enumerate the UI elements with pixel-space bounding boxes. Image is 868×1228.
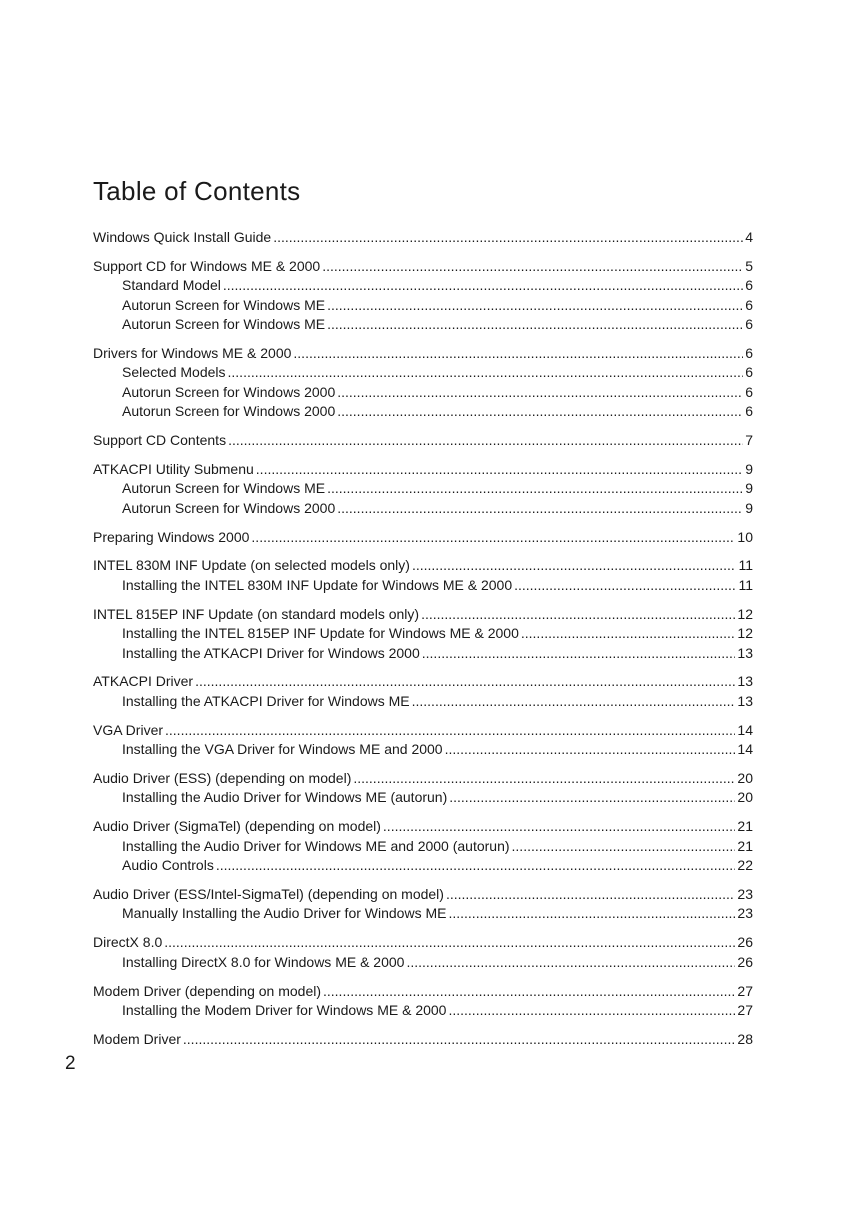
toc-entry[interactable] xyxy=(93,460,753,479)
toc-subentry[interactable] xyxy=(93,904,753,923)
toc-entry-title: Support CD for Windows ME & 2000 xyxy=(93,257,321,274)
toc-entry-title: Installing the ATKACPI Driver for Windows 2000 xyxy=(122,644,420,661)
toc-entry-title: DirectX 8.0 xyxy=(93,934,163,951)
toc-entry-title: ATKACPI Driver xyxy=(93,673,194,690)
dot-leader xyxy=(323,982,735,1001)
toc-entry[interactable] xyxy=(93,769,753,788)
toc-entry-title: Autorun Screen for Windows 2000 xyxy=(122,403,336,420)
toc-entry[interactable] xyxy=(93,257,753,276)
toc-page-number: 6 xyxy=(745,316,753,333)
toc-entry-title: Selected Models xyxy=(122,364,226,381)
toc-section xyxy=(93,528,753,547)
toc-entry-title: Preparing Windows 2000 xyxy=(93,528,250,545)
page-title: Table of Contents xyxy=(93,176,301,206)
toc-section xyxy=(93,460,753,518)
toc-page-number: 7 xyxy=(745,432,753,449)
toc-subentry[interactable] xyxy=(93,692,753,711)
dot-leader xyxy=(412,692,736,711)
dot-leader xyxy=(164,933,735,952)
toc-page-number: 21 xyxy=(737,818,753,835)
toc-page-number: 5 xyxy=(745,257,753,274)
toc-page-number: 11 xyxy=(738,557,753,574)
dot-leader xyxy=(421,605,735,624)
toc-entry-title: ATKACPI Utility Submenu xyxy=(93,460,254,477)
dot-leader xyxy=(256,460,743,479)
toc-page-number: 23 xyxy=(737,905,753,922)
toc-subentry[interactable] xyxy=(93,479,753,498)
dot-leader xyxy=(228,363,744,382)
dot-leader xyxy=(446,885,735,904)
dot-leader xyxy=(273,228,743,247)
toc-page-number: 6 xyxy=(745,403,753,420)
toc-entry-title: INTEL 815EP INF Update (on standard models only) xyxy=(93,605,420,622)
dot-leader xyxy=(406,953,735,972)
toc-entry-title: Support CD Contents xyxy=(93,432,227,449)
toc-page-number: 14 xyxy=(737,741,753,758)
toc-subentry[interactable] xyxy=(93,856,753,875)
toc-section xyxy=(93,257,753,335)
toc-entry-title: Audio Driver (ESS/Intel-SigmaTel) (depending on model) xyxy=(93,885,444,902)
toc-entry-title: Installing the INTEL 830M INF Update for Windows ME & 2000 xyxy=(122,576,513,593)
toc-page-number: 27 xyxy=(737,1001,753,1018)
toc-page-number: 9 xyxy=(745,460,753,477)
toc-section xyxy=(93,344,753,422)
toc-entry[interactable] xyxy=(93,228,753,247)
toc-entry-title: Audio Driver (SigmaTel) (depending on model) xyxy=(93,818,381,835)
dot-leader xyxy=(448,904,735,923)
dot-leader xyxy=(521,624,736,643)
dot-leader xyxy=(322,257,743,276)
toc-entry-title: Installing the ATKACPI Driver for Windows ME xyxy=(122,692,410,709)
dot-leader xyxy=(422,644,736,663)
toc-entry[interactable] xyxy=(93,817,753,836)
toc-entry[interactable] xyxy=(93,982,753,1001)
toc-section xyxy=(93,672,753,711)
toc-subentry[interactable] xyxy=(93,1001,753,1020)
toc-entry-title: Modem Driver (depending on model) xyxy=(93,982,321,999)
toc-section xyxy=(93,982,753,1021)
toc-page-number: 6 xyxy=(745,296,753,313)
dot-leader xyxy=(383,817,736,836)
toc-subentry[interactable] xyxy=(93,837,753,856)
dot-leader xyxy=(353,769,735,788)
toc-subentry[interactable] xyxy=(93,788,753,807)
dot-leader xyxy=(327,296,743,315)
toc-page-number: 11 xyxy=(738,576,753,593)
dot-leader xyxy=(228,431,743,450)
toc-page-number: 22 xyxy=(737,857,753,874)
toc-entry-title: Autorun Screen for Windows ME xyxy=(122,296,326,313)
toc-entry[interactable] xyxy=(93,885,753,904)
toc-page-number: 27 xyxy=(737,982,753,999)
toc-entry[interactable] xyxy=(93,344,753,363)
toc-entry[interactable] xyxy=(93,556,753,575)
toc-entry-title: Audio Driver (ESS) (depending on model) xyxy=(93,769,352,786)
toc-page-number: 26 xyxy=(737,953,753,970)
toc-subentry[interactable] xyxy=(93,276,753,295)
dot-leader xyxy=(216,856,736,875)
toc-entry-title: Modem Driver xyxy=(93,1030,181,1047)
toc-entry-title: Installing DirectX 8.0 for Windows ME & 2000 xyxy=(122,953,405,970)
dot-leader xyxy=(327,315,743,334)
toc-entry[interactable] xyxy=(93,933,753,952)
toc-entry-title: Autorun Screen for Windows ME xyxy=(122,316,326,333)
toc-entry-title: Installing the VGA Driver for Windows ME and 2000 xyxy=(122,741,443,758)
toc-page-number: 23 xyxy=(737,885,753,902)
toc-entry-title: Drivers for Windows ME & 2000 xyxy=(93,344,292,361)
dot-leader xyxy=(514,576,736,595)
toc-subentry[interactable] xyxy=(93,953,753,972)
dot-leader xyxy=(445,740,736,759)
dot-leader xyxy=(337,383,743,402)
toc-entry-title: Manually Installing the Audio Driver for Windows ME xyxy=(122,905,447,922)
toc-entry[interactable] xyxy=(93,672,753,691)
toc-section xyxy=(93,431,753,450)
toc-entry-title: Installing the Audio Driver for Windows ME and 2000 (autorun) xyxy=(122,837,510,854)
toc-page-number: 6 xyxy=(745,364,753,381)
toc-section xyxy=(93,769,753,808)
toc-entry-title: Audio Controls xyxy=(122,857,214,874)
dot-leader xyxy=(412,556,736,575)
dot-leader xyxy=(337,499,743,518)
toc-page-number: 20 xyxy=(737,789,753,806)
toc-entry[interactable] xyxy=(93,528,753,547)
page-number: 2 xyxy=(65,1053,76,1074)
dot-leader xyxy=(165,721,735,740)
toc-page-number: 21 xyxy=(737,837,753,854)
toc-entry-title: Standard Model xyxy=(122,277,221,294)
dot-leader xyxy=(195,672,735,691)
toc-subentry[interactable] xyxy=(93,296,753,315)
toc-entry-title: Installing the Audio Driver for Windows ME (autorun) xyxy=(122,789,448,806)
toc-entry[interactable] xyxy=(93,431,753,450)
toc-entry-title: Windows Quick Install Guide xyxy=(93,229,272,245)
toc-page-number: 12 xyxy=(737,625,753,642)
toc-section xyxy=(93,556,753,595)
toc-subentry[interactable] xyxy=(93,644,753,663)
toc-page-number: 13 xyxy=(737,673,753,690)
toc-page-number: 14 xyxy=(737,721,753,738)
toc-section xyxy=(93,605,753,663)
toc-subentry[interactable] xyxy=(93,740,753,759)
dot-leader xyxy=(183,1030,736,1049)
dot-leader xyxy=(449,788,735,807)
toc-subentry[interactable] xyxy=(93,363,753,382)
toc-entry-title: INTEL 830M INF Update (on selected models only) xyxy=(93,557,410,574)
toc-page-number: 9 xyxy=(745,480,753,497)
toc-entry-title: Autorun Screen for Windows 2000 xyxy=(122,499,336,516)
toc-section xyxy=(93,817,753,875)
toc-page-number: 20 xyxy=(737,769,753,786)
toc-entry-title: Installing the Modem Driver for Windows ME & 2000 xyxy=(122,1001,447,1018)
dot-leader xyxy=(293,344,743,363)
toc-page-number: 10 xyxy=(737,528,753,545)
toc-subentry[interactable] xyxy=(93,624,753,643)
toc-page-number: 13 xyxy=(737,692,753,709)
toc-section xyxy=(93,933,753,972)
toc-entry-title: Installing the INTEL 815EP INF Update for Windows ME & 2000 xyxy=(122,625,519,642)
toc-section xyxy=(93,228,753,247)
toc-entry-title: Autorun Screen for Windows 2000 xyxy=(122,383,336,400)
toc-entry-title: Autorun Screen for Windows ME xyxy=(122,480,326,497)
toc-page-number: 6 xyxy=(745,383,753,400)
toc-subentry[interactable] xyxy=(93,315,753,334)
toc-page-number: 6 xyxy=(745,277,753,294)
toc-entry[interactable] xyxy=(93,605,753,624)
toc-subentry[interactable] xyxy=(93,402,753,421)
toc-section xyxy=(93,1030,753,1049)
dot-leader xyxy=(327,479,743,498)
dot-leader xyxy=(251,528,735,547)
toc-page-number: 12 xyxy=(737,605,753,622)
toc-page-number: 6 xyxy=(745,344,753,361)
toc-subentry[interactable] xyxy=(93,576,753,595)
toc-entry[interactable] xyxy=(93,721,753,740)
toc-entry-title: VGA Driver xyxy=(93,721,164,738)
toc-page-number: 9 xyxy=(745,499,753,516)
table-of-contents xyxy=(93,228,753,1059)
toc-page-number: 28 xyxy=(737,1030,753,1047)
toc-section xyxy=(93,885,753,924)
toc-page-number: 26 xyxy=(737,934,753,951)
toc-subentry[interactable] xyxy=(93,383,753,402)
dot-leader xyxy=(448,1001,735,1020)
toc-page-number: 13 xyxy=(737,644,753,661)
dot-leader xyxy=(512,837,736,856)
toc-entry[interactable] xyxy=(93,1030,753,1049)
toc-section xyxy=(93,721,753,760)
toc-page-number: 4 xyxy=(745,229,753,245)
dot-leader xyxy=(337,402,743,421)
dot-leader xyxy=(223,276,743,295)
toc-subentry[interactable] xyxy=(93,499,753,518)
